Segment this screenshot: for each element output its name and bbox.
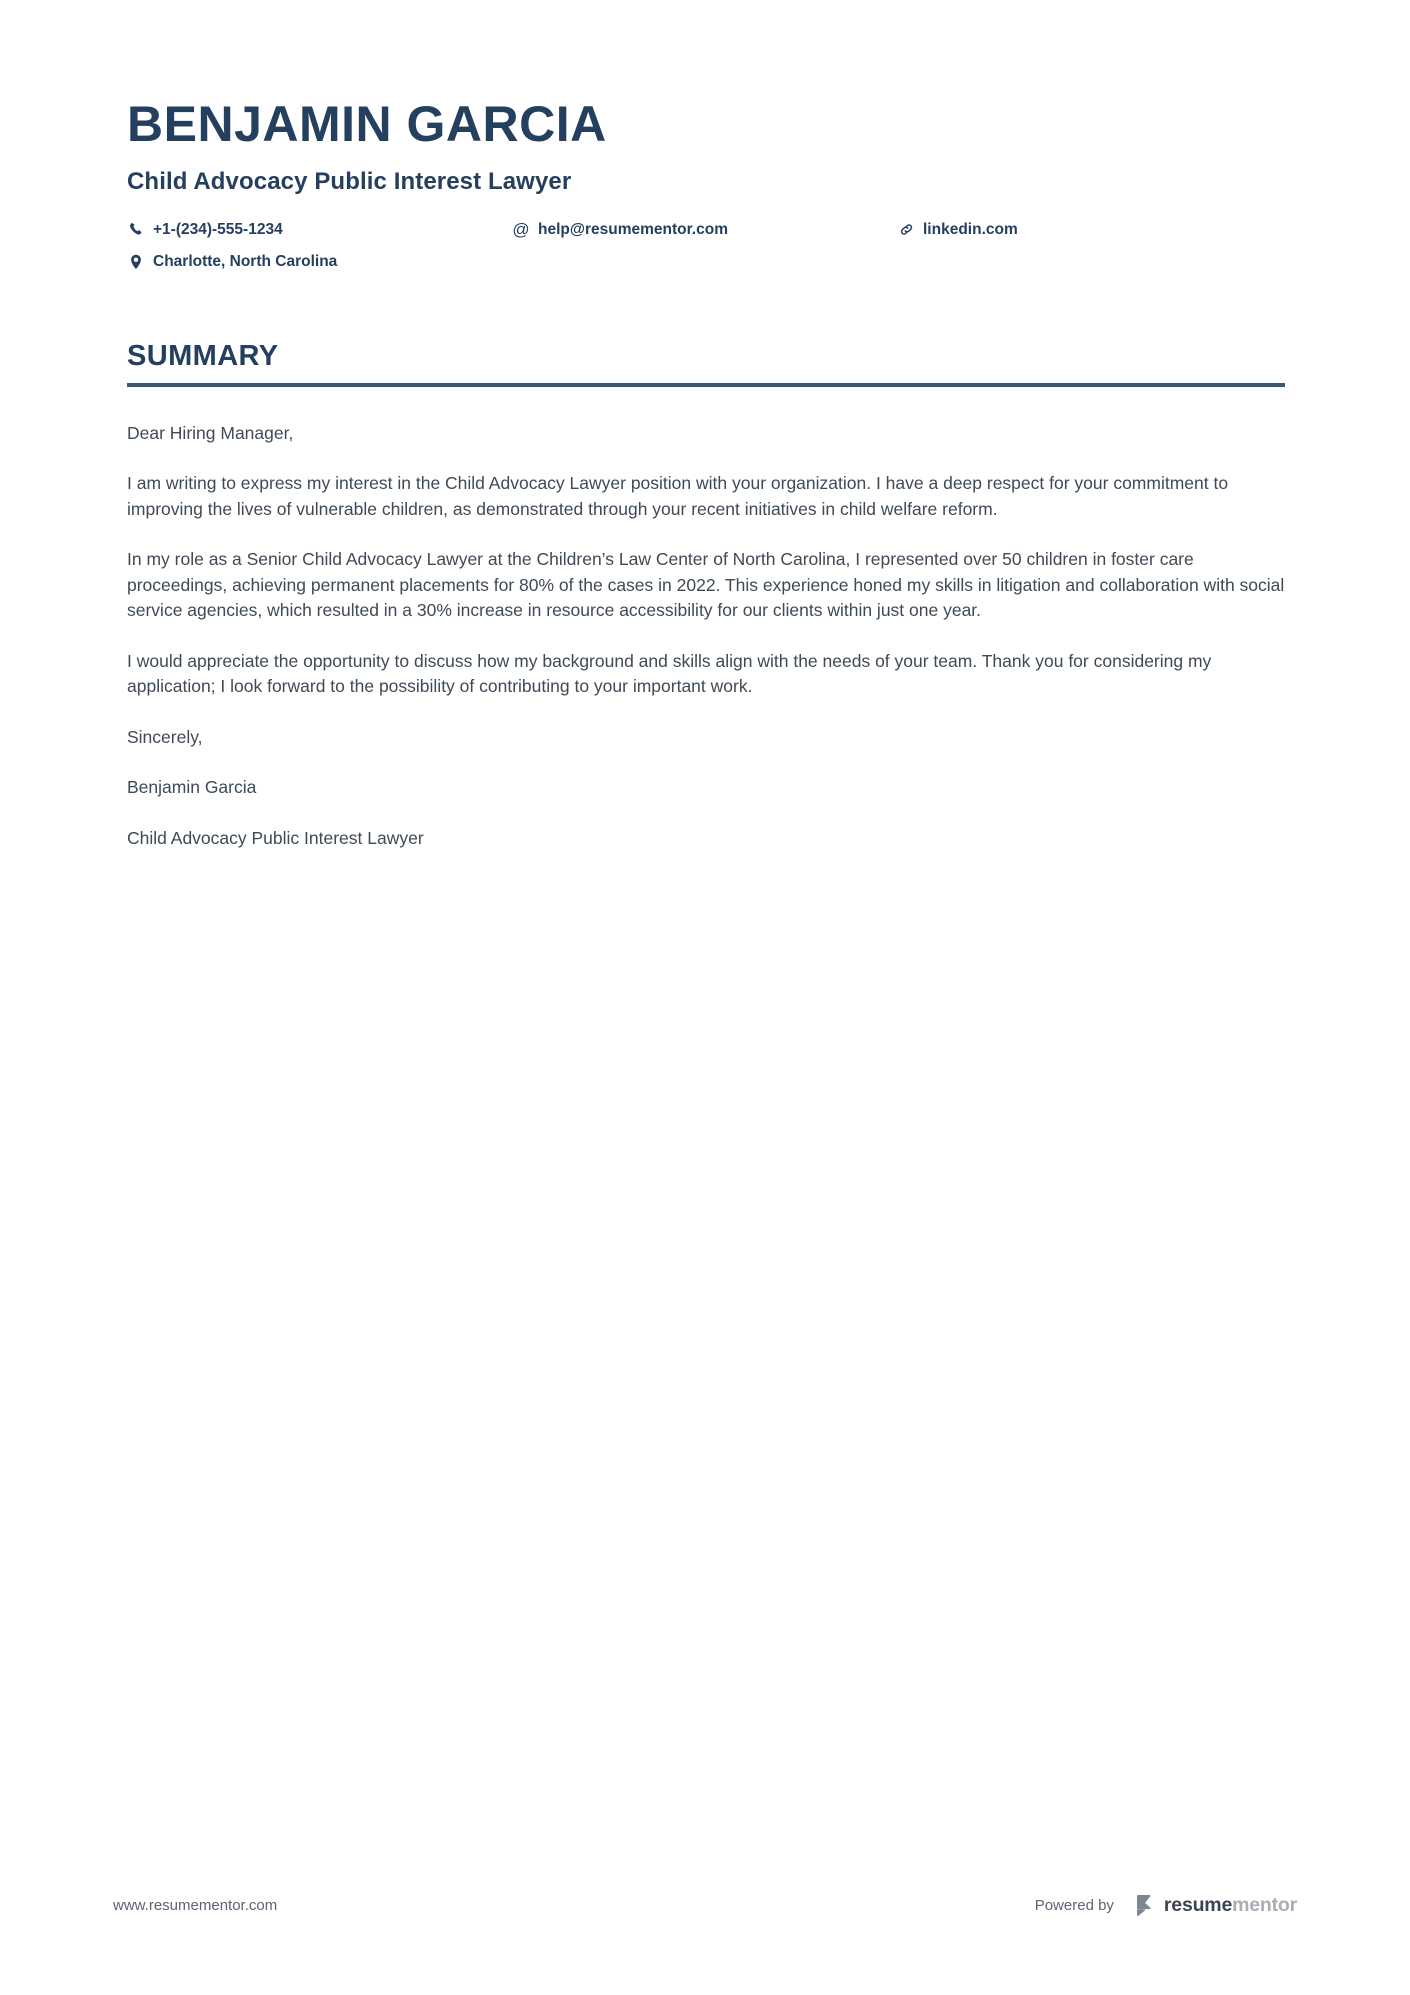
letter-closing: Sincerely, bbox=[127, 726, 203, 747]
section-title-summary: SUMMARY bbox=[127, 339, 279, 372]
powered-by-label: Powered by bbox=[1034, 1897, 1114, 1914]
section-divider bbox=[127, 383, 1285, 387]
contact-phone[interactable] bbox=[127, 214, 512, 246]
letter-signature-title: Child Advocacy Public Interest Lawyer bbox=[127, 827, 424, 848]
contact-linkedin-label: linkedin.com bbox=[923, 220, 1018, 238]
contact-details bbox=[127, 214, 1087, 278]
brand-name-secondary: mentor bbox=[1232, 1893, 1297, 1916]
letter-paragraph: I am writing to express my interest in the Child Advocacy Lawyer position with your organization. I have a deep respect for your commitment to improving the lives of vulnerable children, as demonstrated through your recent initiatives in child welfare reform. bbox=[127, 473, 1229, 519]
resumementor-mark-icon bbox=[1136, 1894, 1157, 1917]
phone-icon bbox=[127, 221, 145, 239]
resume-header bbox=[127, 0, 1285, 278]
contact-phone-label: +1-(234)-555-1234 bbox=[153, 220, 283, 238]
resumementor-logo[interactable] bbox=[1136, 1894, 1297, 1917]
footer-branding bbox=[1035, 1894, 1297, 1917]
letter-salutation: Dear Hiring Manager, bbox=[127, 422, 294, 443]
page-footer bbox=[113, 1894, 1297, 1917]
summary-section bbox=[127, 340, 1285, 852]
link-icon bbox=[897, 221, 915, 239]
contact-email[interactable] bbox=[512, 214, 897, 246]
contact-linkedin[interactable] bbox=[897, 214, 1087, 246]
cover-letter-body bbox=[127, 421, 1285, 852]
contact-location-label: Charlotte, North Carolina bbox=[153, 252, 338, 270]
brand-name-primary: resume bbox=[1163, 1893, 1233, 1916]
document-content bbox=[127, 0, 1285, 851]
contact-email-label: help@resumementor.com bbox=[538, 220, 728, 238]
letter-paragraph: I would appreciate the opportunity to discuss how my background and skills align with the needs of your team. Thank you for considering my application; I look forward to the possibility of contributing to your important work. bbox=[127, 650, 1212, 696]
candidate-job-title: Child Advocacy Public Interest Lawyer bbox=[127, 167, 572, 195]
footer-website-url[interactable]: www.resumementor.com bbox=[113, 1897, 278, 1914]
contact-location bbox=[127, 246, 512, 278]
letter-signature-name: Benjamin Garcia bbox=[127, 777, 257, 797]
letter-paragraph: In my role as a Senior Child Advocacy Lawyer at the Children’s Law Center of North Carolina, I represented over 50 children in foster care proceedings, achieving permanent placements for 80% of the cases in 2022. This experience honed my skills in litigation and collaboration with social service agencies, which resulted in a 30% increase in resource accessibility for our clients within just one year. bbox=[127, 549, 1285, 620]
location-icon bbox=[127, 253, 145, 271]
email-icon: @ bbox=[512, 220, 530, 239]
candidate-name: BENJAMIN GARCIA bbox=[127, 96, 607, 152]
